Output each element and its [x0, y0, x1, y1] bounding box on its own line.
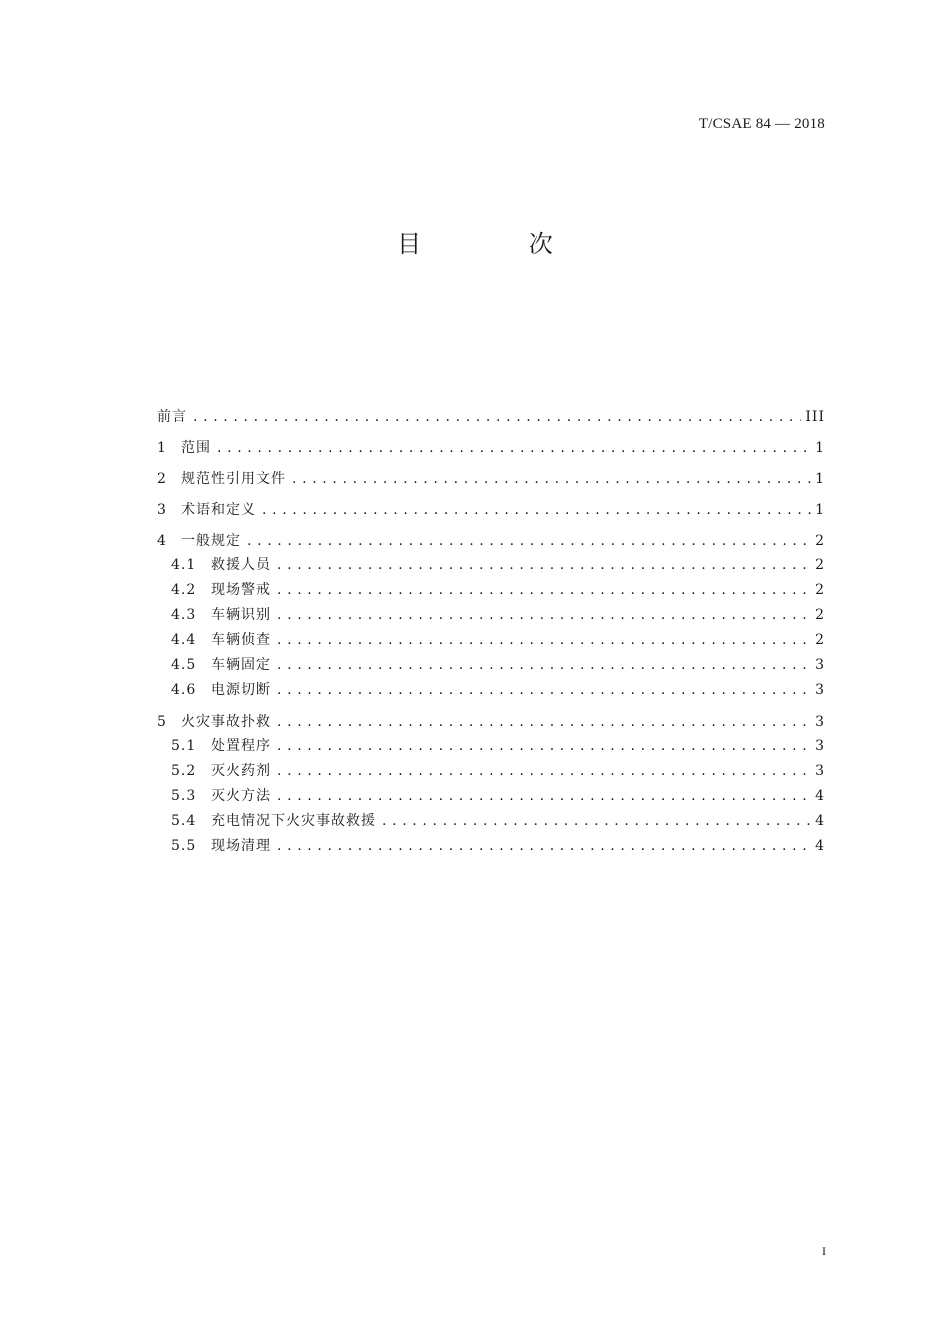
toc-dot-leader [277, 578, 811, 603]
toc-entry-number: 4.5 [171, 657, 197, 673]
toc-entry-page: 3 [815, 714, 825, 730]
toc-entry[interactable] [157, 628, 825, 653]
toc-entry[interactable] [157, 653, 825, 678]
toc-entry-number: 5.2 [171, 763, 197, 779]
toc-entry-page: 1 [815, 502, 825, 518]
toc-dot-leader [277, 759, 811, 784]
toc-entry-label: 规范性引用文件 [181, 471, 286, 487]
table-of-contents [157, 405, 825, 859]
toc-entry-number: 4.2 [171, 582, 197, 598]
toc-entry-number: 4.6 [171, 682, 197, 698]
toc-entry-number: 2 [157, 471, 166, 487]
toc-entry[interactable] [157, 498, 825, 522]
toc-entry-page: 3 [815, 763, 825, 779]
toc-entry-page: 2 [815, 582, 825, 598]
toc-entry-label: 现场警戒 [211, 582, 271, 598]
toc-entry-page: 1 [815, 440, 825, 456]
toc-entry-page: 2 [815, 632, 825, 648]
toc-entry-label: 灭火方法 [211, 788, 271, 804]
toc-dot-leader [277, 734, 811, 759]
toc-entry[interactable] [157, 678, 825, 703]
toc-entry[interactable] [157, 710, 825, 734]
toc-entry[interactable] [157, 405, 825, 429]
toc-dot-leader [277, 678, 811, 703]
toc-entry[interactable] [157, 529, 825, 553]
toc-dot-leader [277, 710, 811, 734]
toc-entry[interactable] [157, 578, 825, 603]
document-code: T/CSAE 84 — 2018 [698, 116, 825, 132]
toc-entry-label: 车辆识别 [211, 607, 271, 623]
toc-entry-label: 救援人员 [211, 557, 271, 573]
toc-entry-label: 范围 [181, 440, 211, 456]
toc-entry-number: 1 [157, 440, 166, 456]
toc-entry-label: 一般规定 [181, 533, 241, 549]
toc-entry-number: 5.4 [171, 813, 197, 829]
toc-entry-page: 2 [815, 557, 825, 573]
toc-entry-label: 前言 [157, 409, 187, 425]
toc-entry-number: 4.3 [171, 607, 197, 623]
toc-entry-number: 5 [157, 714, 166, 730]
toc-dot-leader [277, 784, 811, 809]
toc-entry-number: 5.1 [171, 738, 197, 754]
toc-dot-leader [277, 653, 811, 678]
toc-entry-page: 4 [815, 838, 825, 854]
toc-entry-label: 术语和定义 [181, 502, 256, 518]
toc-entry[interactable] [157, 553, 825, 578]
toc-entry-label: 车辆固定 [211, 657, 271, 673]
toc-entry-label: 火灾事故扑救 [181, 714, 271, 730]
toc-entry-page: 3 [815, 657, 825, 673]
toc-dot-leader [292, 467, 811, 491]
toc-entry-page: 4 [815, 813, 825, 829]
page-number: I [822, 1244, 826, 1258]
toc-dot-leader [262, 498, 811, 522]
toc-entry-page: 1 [815, 471, 825, 487]
toc-dot-leader [382, 809, 811, 834]
toc-entry-number: 3 [157, 502, 166, 518]
toc-entry[interactable] [157, 436, 825, 460]
toc-dot-leader [193, 405, 801, 429]
toc-entry-number: 5.5 [171, 838, 197, 854]
toc-entry-page: 2 [815, 607, 825, 623]
toc-entry[interactable] [157, 603, 825, 628]
toc-entry-label: 现场清理 [211, 838, 271, 854]
toc-entry[interactable] [157, 734, 825, 759]
toc-entry[interactable] [157, 467, 825, 491]
toc-entry-page: 3 [815, 738, 825, 754]
toc-entry-label: 处置程序 [211, 738, 271, 754]
toc-dot-leader [277, 603, 811, 628]
toc-entry[interactable] [157, 784, 825, 809]
toc-dot-leader [217, 436, 811, 460]
toc-entry[interactable] [157, 759, 825, 784]
toc-entry-number: 4.1 [171, 557, 197, 573]
toc-dot-leader [277, 553, 811, 578]
toc-entry-page: 3 [815, 682, 825, 698]
toc-entry[interactable] [157, 809, 825, 834]
toc-entry-page: 2 [815, 533, 825, 549]
toc-dot-leader [247, 529, 811, 553]
toc-entry-label: 车辆侦查 [211, 632, 271, 648]
toc-entry-number: 5.3 [171, 788, 197, 804]
page-title: 目 次 [397, 230, 603, 258]
toc-entry-number: 4.4 [171, 632, 197, 648]
toc-dot-leader [277, 834, 811, 859]
toc-entry-number: 4 [157, 533, 166, 549]
toc-entry-label: 电源切断 [211, 682, 271, 698]
toc-entry-page: III [805, 409, 825, 425]
toc-entry-page: 4 [815, 788, 825, 804]
toc-dot-leader [277, 628, 811, 653]
toc-entry[interactable] [157, 834, 825, 859]
toc-entry-label: 灭火药剂 [211, 763, 271, 779]
toc-entry-label: 充电情况下火灾事故救援 [211, 813, 376, 829]
